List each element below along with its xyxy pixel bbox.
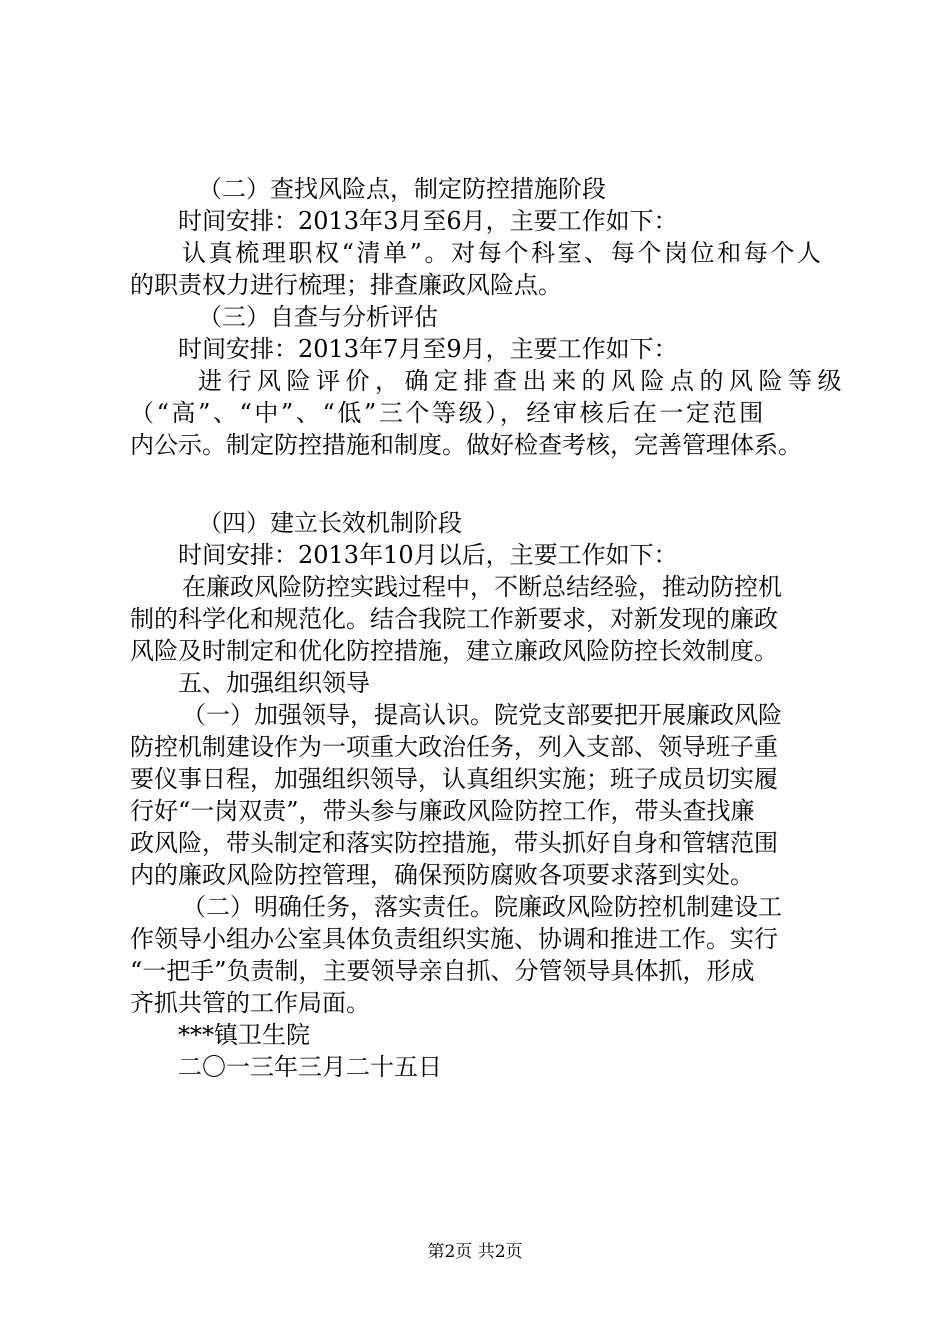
paragraph-line: 进行风险评价，确定排查出来的风险点的风险等级 [198, 367, 847, 395]
paragraph-line: 内公示。制定防控措施和制度。做好检查考核，完善管理体系。 [130, 431, 802, 459]
signature-date: 二〇一三年三月二十五日 [178, 1053, 442, 1081]
schedule-line: 时间安排：2013年10月以后，主要工作如下： [178, 541, 678, 569]
paragraph-line: （“高”、“中”、“低”三个等级），经审核后在一定范围 [130, 399, 766, 427]
paragraph-line: 齐抓共管的工作局面。 [130, 989, 370, 1017]
paragraph-line: 在廉政风险防控实践过程中，不断总结经验，推动防控机 [182, 573, 782, 601]
paragraph-line: 制的科学化和规范化。结合我院工作新要求，对新发现的廉政 [130, 605, 778, 633]
page-footer: 第2页 共2页 [427, 1242, 523, 1262]
paragraph-line: 风险及时制定和优化防控措施，建立廉政风险防控长效制度。 [130, 637, 778, 665]
section-heading-2: （二）查找风险点，制定防控措施阶段 [198, 175, 606, 203]
paragraph-line: 政风险，带头制定和落实防控措施，带头抓好自身和管辖范围 [130, 829, 778, 857]
signature-org: ***镇卫生院 [178, 1021, 310, 1049]
paragraph-line: 防控机制建设作为一项重大政治任务，列入支部、领导班子重 [130, 733, 778, 761]
section-heading-4: （四）建立长效机制阶段 [198, 509, 462, 537]
schedule-line: 时间安排：2013年7月至9月，主要工作如下： [178, 335, 678, 363]
section-heading-5: 五、加强组织领导 [178, 669, 370, 697]
paragraph-line: 认真梳理职权“清单”。对每个科室、每个岗位和每个人 [182, 239, 824, 267]
paragraph-line: 要仪事日程，加强组织领导，认真组织实施；班子成员切实履 [130, 765, 778, 793]
section-heading-3: （三）自查与分析评估 [198, 303, 438, 331]
blank-line [130, 461, 835, 507]
paragraph-line: （二）明确任务，落实责任。院廉政风险防控机制建设工 [182, 893, 782, 921]
paragraph-line: 行好“一岗双责”，带头参与廉政风险防控工作，带头查找廉 [130, 797, 755, 825]
paragraph-line: （一）加强领导，提高认识。院党支部要把开展廉政风险 [182, 701, 782, 729]
paragraph-line: 作领导小组办公室具体负责组织实施、协调和推进工作。实行 [130, 925, 778, 953]
schedule-line: 时间安排：2013年3月至6月，主要工作如下： [178, 207, 678, 235]
paragraph-line: 内的廉政风险防控管理，确保预防腐败各项要求落到实处。 [130, 861, 754, 889]
paragraph-line: “一把手”负责制，主要领导亲自抓、分管领导具体抓，形成 [130, 957, 755, 985]
paragraph-line: 的职责权力进行梳理；排查廉政风险点。 [130, 271, 562, 299]
document-body [130, 173, 847, 1083]
